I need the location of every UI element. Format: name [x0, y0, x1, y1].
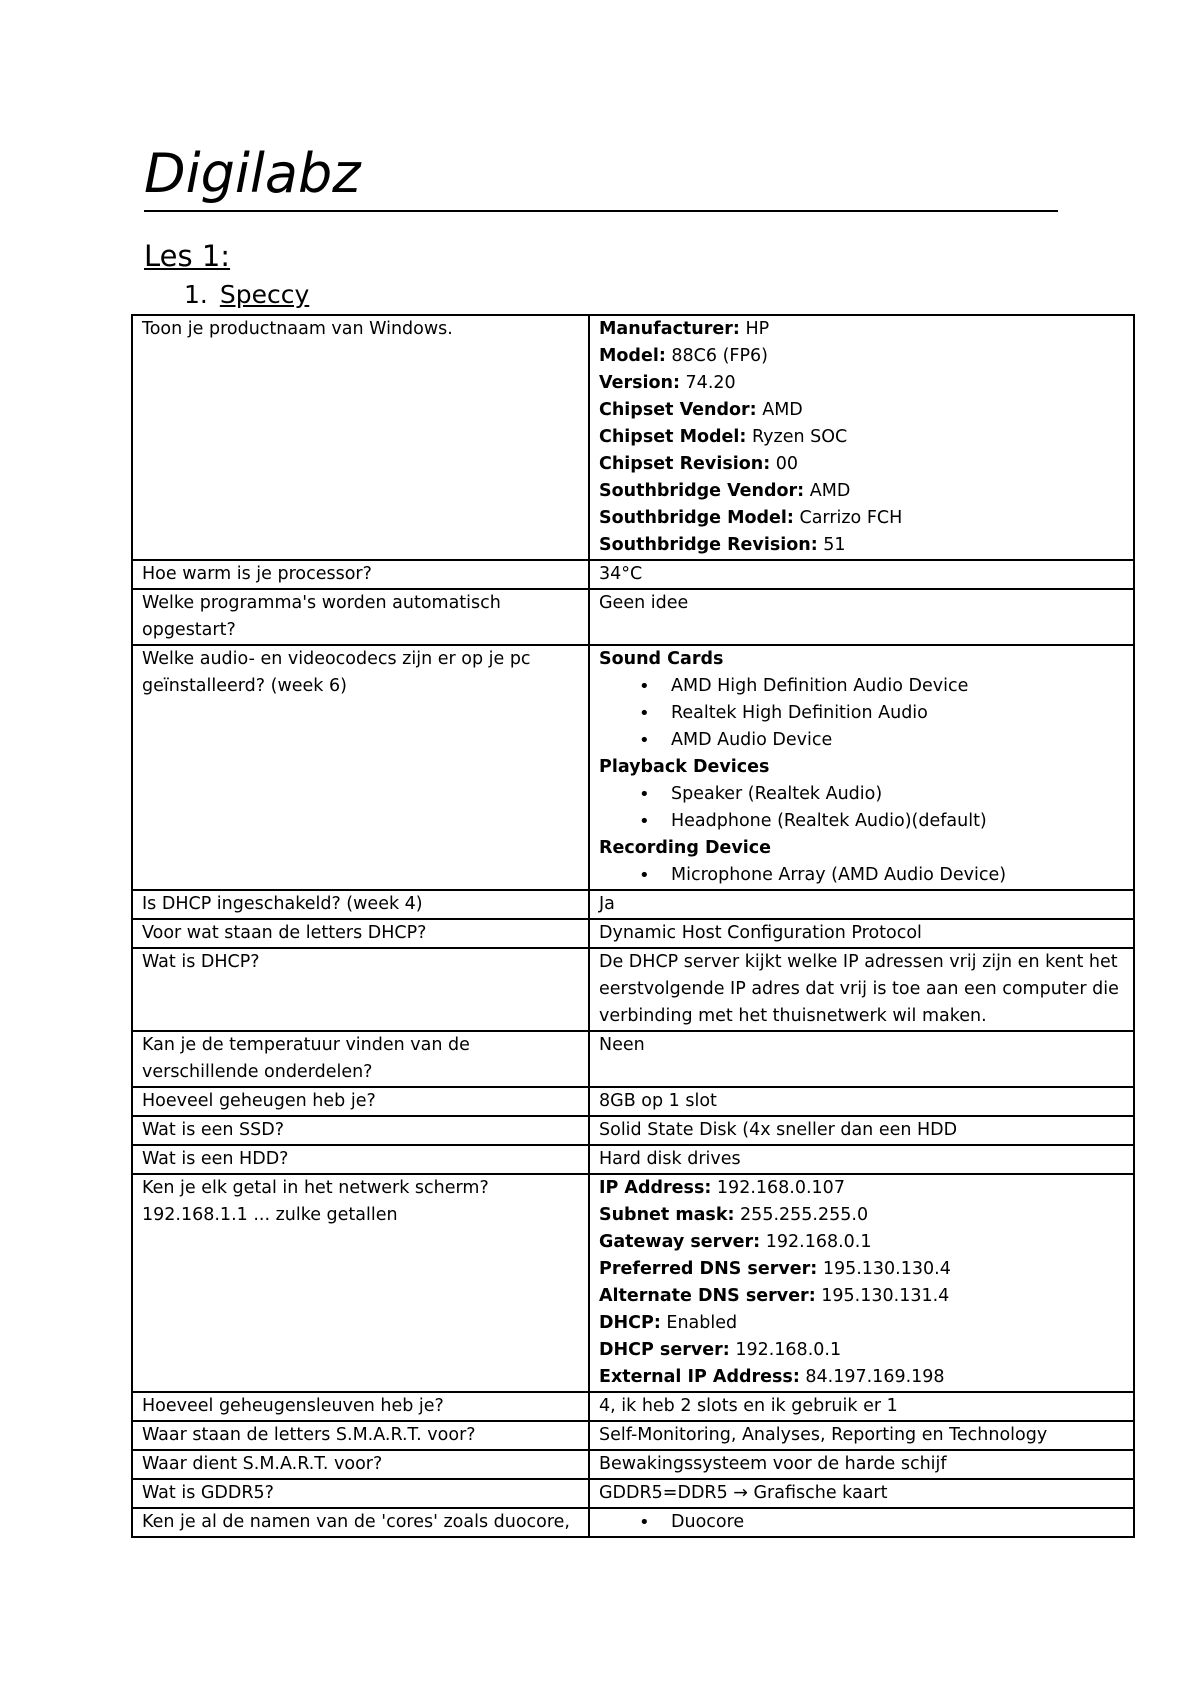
field-line — [599, 343, 1124, 370]
question-cell: Toon je productnaam van Windows. — [142, 319, 453, 339]
field-line — [599, 505, 1124, 532]
field-label: DHCP server: — [599, 1340, 730, 1360]
field-line — [599, 532, 1124, 559]
question-cell: Ken je elk getal in het netwerk scherm? 192.168.1.1 ... zulke getallen — [142, 1178, 489, 1225]
field-value: 84.197.169.198 — [799, 1367, 945, 1387]
field-label: External IP Address: — [599, 1367, 800, 1387]
bullet-list — [599, 781, 1124, 835]
table-row — [132, 948, 1134, 1031]
list-item: • Duocore — [599, 1509, 1124, 1536]
question-cell: Welke programma's worden automatisch opgestart? — [142, 593, 501, 640]
table-row — [132, 560, 1134, 589]
field-label: IP Address: — [599, 1178, 712, 1198]
field-label: DHCP: — [599, 1313, 661, 1333]
answer-cell — [589, 1174, 1134, 1392]
question-cell: Waar dient S.M.A.R.T. voor? — [142, 1454, 383, 1474]
answer-cell: 34°C — [599, 564, 643, 584]
table-row — [132, 1479, 1134, 1508]
list-item: • Speaker (Realtek Audio) — [599, 781, 1124, 808]
table-row — [132, 1508, 1134, 1537]
section-heading — [184, 279, 309, 311]
field-label: Manufacturer: — [599, 319, 740, 339]
field-line — [599, 1310, 1124, 1337]
field-value: 88C6 (FP6) — [665, 346, 768, 366]
list-item: • Realtek High Definition Audio — [599, 700, 1124, 727]
question-cell: Waar staan de letters S.M.A.R.T. voor? — [142, 1425, 476, 1445]
table-row — [132, 1116, 1134, 1145]
field-label: Gateway server: — [599, 1232, 761, 1252]
field-label: Chipset Model: — [599, 427, 747, 447]
answer-cell — [589, 645, 1134, 890]
answer-cell: Dynamic Host Configuration Protocol — [599, 923, 922, 943]
question-cell: Wat is een SSD? — [142, 1120, 285, 1140]
field-line — [599, 451, 1124, 478]
table-row — [132, 1450, 1134, 1479]
field-label: Preferred DNS server: — [599, 1259, 818, 1279]
answer-cell: Hard disk drives — [599, 1149, 741, 1169]
bullet-list — [599, 673, 1124, 754]
field-label: Chipset Vendor: — [599, 400, 757, 420]
section-title: Speccy — [219, 280, 310, 309]
question-cell: Hoeveel geheugen heb je? — [142, 1091, 376, 1111]
lesson-heading: Les 1: — [144, 239, 231, 273]
question-cell: Kan je de temperatuur vinden van de verschillende onderdelen? — [142, 1035, 470, 1082]
question-cell: Wat is GDDR5? — [142, 1483, 274, 1503]
list-item: • Headphone (Realtek Audio)(default) — [599, 808, 1124, 835]
field-line — [599, 1364, 1124, 1391]
question-cell: Hoe warm is je processor? — [142, 564, 372, 584]
field-label: Southbridge Model: — [599, 508, 794, 528]
field-value: 192.168.0.1 — [760, 1232, 872, 1252]
field-line — [599, 370, 1124, 397]
group-heading: Playback Devices — [599, 757, 770, 777]
answer-cell: Ja — [599, 894, 615, 914]
qa-table — [131, 314, 1135, 1538]
question-cell: Is DHCP ingeschakeld? (week 4) — [142, 894, 423, 914]
field-value: HP — [739, 319, 770, 339]
question-cell: Wat is een HDD? — [142, 1149, 289, 1169]
field-value: 195.130.131.4 — [815, 1286, 950, 1306]
field-value: 195.130.130.4 — [817, 1259, 951, 1279]
bullet-list — [599, 1509, 1124, 1536]
answer-cell: Neen — [599, 1035, 645, 1055]
field-line — [599, 478, 1124, 505]
field-value: AMD — [804, 481, 851, 501]
field-value: AMD — [756, 400, 803, 420]
table-row — [132, 1087, 1134, 1116]
answer-cell: De DHCP server kijkt welke IP adressen vrij zijn en kent het eerstvolgende IP adres dat vrij is toe aan een computer die verbinding met het thuisnetwerk wil maken. — [599, 952, 1119, 1026]
answer-cell: Solid State Disk (4x sneller dan een HDD — [599, 1120, 958, 1140]
answer-cell — [589, 1508, 1134, 1537]
table-row — [132, 1174, 1134, 1392]
answer-cell: GDDR5=DDR5 → Grafische kaart — [599, 1483, 888, 1503]
group-heading: Sound Cards — [599, 649, 724, 669]
answer-cell: 8GB op 1 slot — [599, 1091, 717, 1111]
list-item: • AMD High Definition Audio Device — [599, 673, 1124, 700]
table-row — [132, 890, 1134, 919]
section-number: 1. — [184, 280, 208, 309]
table-row — [132, 589, 1134, 645]
question-cell: Ken je al de namen van de 'cores' zoals duocore, — [142, 1512, 570, 1532]
field-line — [599, 1229, 1124, 1256]
field-value: Carrizo FCH — [793, 508, 903, 528]
field-label: Model: — [599, 346, 666, 366]
field-label: Southbridge Revision: — [599, 535, 818, 555]
field-line — [599, 316, 1124, 343]
answer-cell: Geen idee — [599, 593, 689, 613]
field-value: Ryzen SOC — [746, 427, 848, 447]
list-item: • AMD Audio Device — [599, 727, 1124, 754]
field-label: Southbridge Vendor: — [599, 481, 805, 501]
table-row — [132, 1145, 1134, 1174]
field-label: Chipset Revision: — [599, 454, 771, 474]
document-title: Digilabz — [144, 142, 361, 205]
question-cell: Wat is DHCP? — [142, 952, 260, 972]
field-line — [599, 1175, 1124, 1202]
field-value: 255.255.255.0 — [734, 1205, 869, 1225]
field-value: 00 — [770, 454, 799, 474]
field-line — [599, 1202, 1124, 1229]
field-line — [599, 424, 1124, 451]
answer-cell: Bewakingssysteem voor de harde schijf — [599, 1454, 947, 1474]
table-row — [132, 645, 1134, 890]
field-value: 192.168.0.1 — [729, 1340, 842, 1360]
field-value: 192.168.0.107 — [711, 1178, 845, 1198]
field-line — [599, 1256, 1124, 1283]
group-heading: Recording Device — [599, 838, 772, 858]
answer-cell: 4, ik heb 2 slots en ik gebruik er 1 — [599, 1396, 898, 1416]
field-value: Enabled — [660, 1313, 738, 1333]
question-cell: Voor wat staan de letters DHCP? — [142, 923, 427, 943]
answer-cell — [589, 315, 1134, 560]
title-underline — [144, 210, 1058, 212]
answer-cell: Self-Monitoring, Analyses, Reporting en Technology — [599, 1425, 1048, 1445]
question-cell: Welke audio- en videocodecs zijn er op je pc geïnstalleerd? (week 6) — [142, 649, 531, 696]
field-value: 51 — [817, 535, 846, 555]
table-row — [132, 1392, 1134, 1421]
field-label: Subnet mask: — [599, 1205, 735, 1225]
field-value: 74.20 — [679, 373, 736, 393]
field-line — [599, 1337, 1124, 1364]
table-row — [132, 919, 1134, 948]
field-label: Alternate DNS server: — [599, 1286, 816, 1306]
table-row — [132, 1031, 1134, 1087]
field-line — [599, 1283, 1124, 1310]
field-line — [599, 397, 1124, 424]
bullet-list — [599, 862, 1124, 889]
question-cell: Hoeveel geheugensleuven heb je? — [142, 1396, 444, 1416]
table-row — [132, 315, 1134, 560]
field-label: Version: — [599, 373, 680, 393]
list-item: • Microphone Array (AMD Audio Device) — [599, 862, 1124, 889]
table-row — [132, 1421, 1134, 1450]
